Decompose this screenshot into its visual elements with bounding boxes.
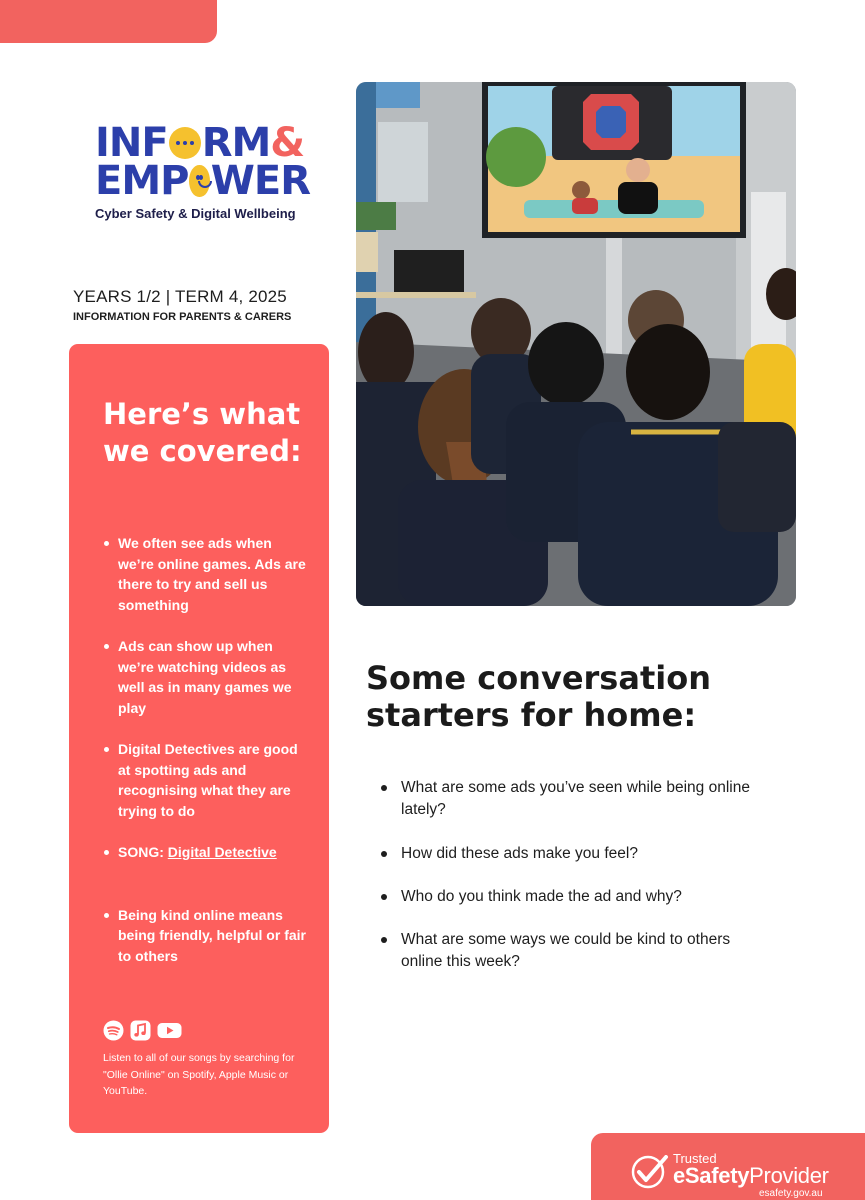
- audience-label: INFORMATION FOR PARENTS & CARERS: [73, 311, 292, 323]
- top-corner-tab: [0, 0, 217, 43]
- platform-icons: [103, 1020, 182, 1041]
- years-term: YEARS 1/2 | TERM 4, 2025: [73, 287, 287, 306]
- covered-item: Ads can show up when we’re watching videos as well as in many games we play: [103, 636, 309, 718]
- classroom-photo: [356, 82, 796, 606]
- apple-music-icon[interactable]: [130, 1020, 151, 1041]
- covered-item: Being kind online means being friendly, helpful or fair to others: [103, 905, 309, 967]
- conversation-item: What are some ways we could be kind to others online this week?: [381, 929, 771, 973]
- spotify-icon[interactable]: [103, 1020, 124, 1041]
- conversation-title: Some conversation starters for home:: [366, 659, 711, 734]
- covered-item: We often see ads when we’re online games. Ads are there to try and sell us something: [103, 533, 309, 615]
- checkmark-icon: [631, 1155, 669, 1189]
- conversation-list: [381, 777, 771, 973]
- logo-subtitle: Cyber Safety & Digital Wellbeing: [95, 206, 296, 221]
- logo-line-inform: INF RM &: [95, 120, 305, 166]
- logo-line-empower: EMP WER: [95, 158, 310, 204]
- covered-item: Digital Detectives are good at spotting ads and recognising what they are trying to do: [103, 739, 309, 821]
- trusted-label: Trusted: [673, 1151, 717, 1166]
- youtube-icon[interactable]: [157, 1020, 182, 1041]
- inform-empower-logo: [95, 120, 310, 221]
- conversation-item: Who do you think made the ad and why?: [381, 886, 771, 908]
- covered-panel: [69, 344, 329, 1133]
- listen-note: Listen to all of our songs by searching for "Ollie Online" on Spotify, Apple Music or YouTube.: [103, 1052, 295, 1097]
- smiley-face-icon: [189, 165, 209, 197]
- chat-bubble-icon: [169, 127, 201, 159]
- esafety-provider-badge: [591, 1133, 865, 1200]
- esafety-url: esafety.gov.au: [759, 1188, 823, 1199]
- conversation-item: How did these ads make you feel?: [381, 843, 771, 865]
- conversation-item: What are some ads you’ve seen while being online lately?: [381, 777, 771, 821]
- covered-list: [103, 533, 309, 966]
- covered-title: Here’s what we covered:: [103, 397, 302, 468]
- esafety-provider-label: eSafetyProvider: [673, 1163, 829, 1188]
- covered-item-song: SONG: Digital Detective: [103, 842, 309, 863]
- song-link[interactable]: Digital Detective: [167, 844, 277, 860]
